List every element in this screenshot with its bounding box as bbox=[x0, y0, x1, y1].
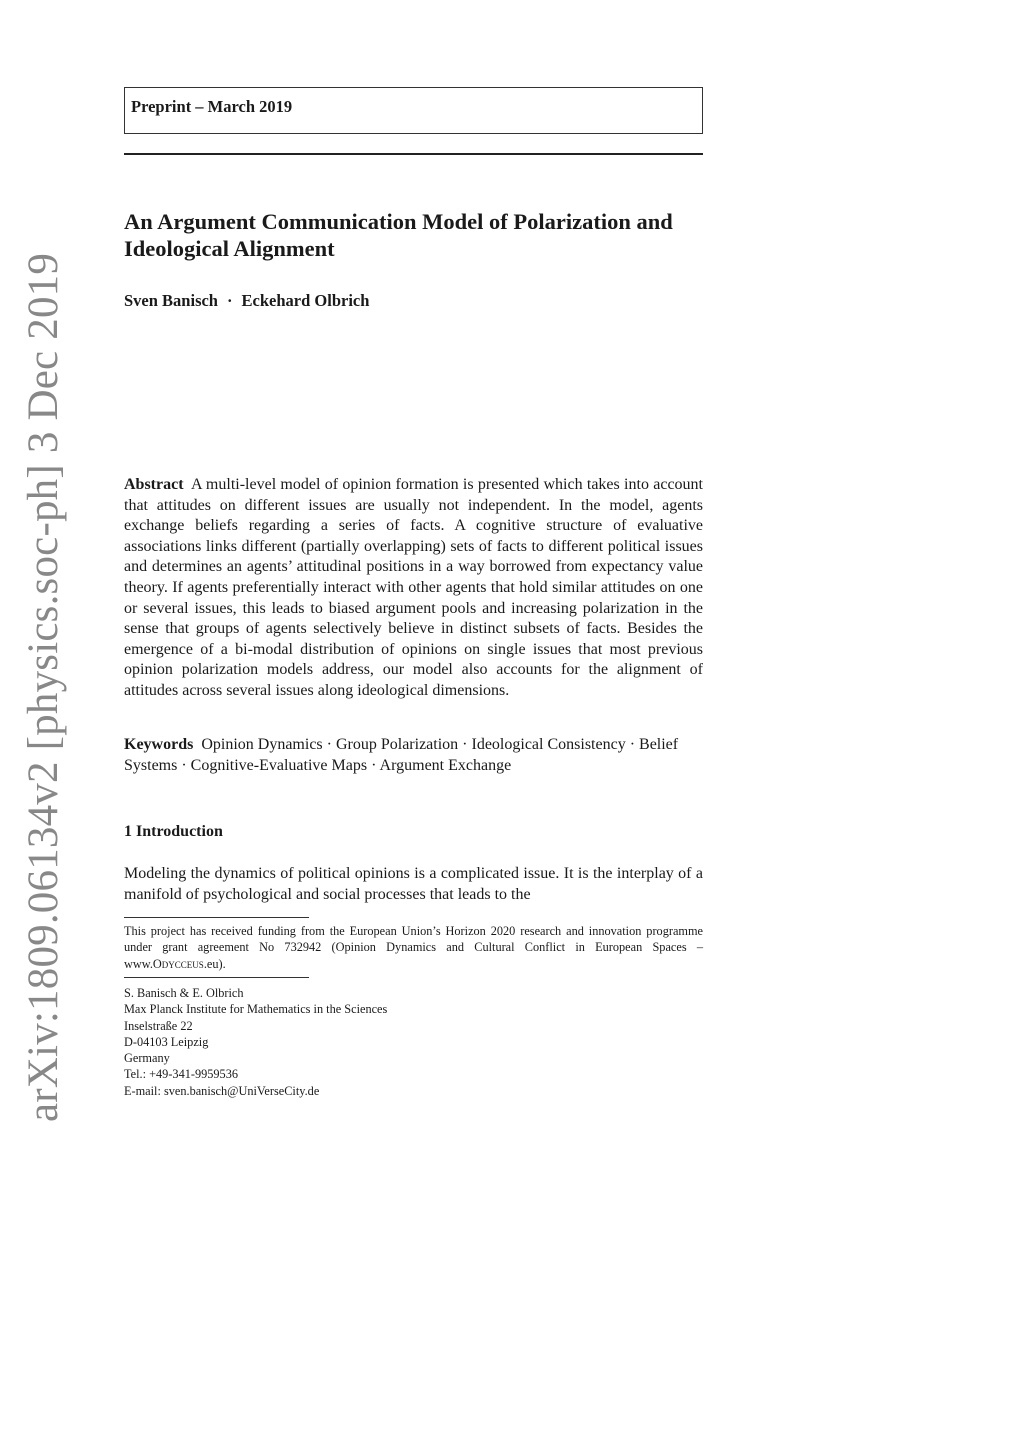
affiliation-line: Tel.: +49-341-9959536 bbox=[124, 1067, 238, 1082]
author-affiliation bbox=[124, 985, 703, 1099]
author-separator: · bbox=[227, 291, 233, 310]
abstract-label: Abstract bbox=[124, 476, 184, 493]
header-rule bbox=[124, 153, 703, 155]
paper-title: An Argument Communication Model of Polarization and Ideological Alignment bbox=[124, 209, 673, 261]
author-name: Eckehard Olbrich bbox=[241, 291, 370, 310]
project-name: Odycceus bbox=[152, 956, 204, 971]
affiliation-line: Inselstraße 22 bbox=[124, 1018, 193, 1033]
affiliation-rule bbox=[124, 977, 309, 978]
affiliation-line: Max Planck Institute for Mathematics in the Sciences bbox=[124, 1002, 388, 1017]
footnote-rule bbox=[124, 917, 309, 918]
contact-email: E-mail: sven.banisch@UniVerseCity.de bbox=[124, 1083, 320, 1098]
preprint-header-box bbox=[124, 87, 703, 134]
author-list bbox=[124, 291, 369, 311]
funding-footnote-text: This project has received funding from the European Union’s Horizon 2020 research and innovation programme under grant agreement No 732942 (Opinion Dynamics and Cultural Conflict in European Spaces – www. bbox=[124, 924, 703, 971]
keywords-text: Opinion Dynamics · Group Polarization · Ideological Consistency · Belief Systems · Cognitive-Evaluative Maps · Argument Exchange bbox=[124, 736, 679, 774]
affiliation-line: S. Banisch & E. Olbrich bbox=[124, 986, 244, 1000]
funding-footnote-suffix: .eu). bbox=[203, 956, 226, 971]
keywords-label: Keywords bbox=[124, 736, 194, 753]
affiliation-line: D-04103 Leipzig bbox=[124, 1034, 209, 1049]
affiliation-line: Germany bbox=[124, 1051, 170, 1066]
introduction-text: Modeling the dynamics of political opinions is a complicated issue. It is the interplay of a manifold of psychological and social processes that leads to the bbox=[124, 865, 703, 903]
author-name: Sven Banisch bbox=[124, 291, 218, 310]
abstract bbox=[124, 475, 703, 702]
keywords bbox=[124, 735, 703, 776]
abstract-text: A multi-level model of opinion formation is presented which takes into account that attitudes on different issues are usually not independent. In the model, agents exchange beliefs regarding a series of facts. A cognitive structure of evaluative associations links different (partially overlapping) sets of facts to different political issues and determines an agents’ attitudinal positions in a way borrowed from expectancy value theory. If agents preferentially interact with other agents that hold similar attitudes on one or several issues, this leads to biased argument pools and increasing polarization in the sense that groups of agents selectively believe in distinct subsets of facts. Besides the emergence of a bi-modal distribution of opinions on single issues that most previous opinion polarization models address, our model also accounts for the alignment of attitudes across several issues along ideological dimensions. bbox=[124, 476, 703, 699]
arxiv-identifier-stamp: arXiv:1809.06134v2 [physics.soc-ph] 3 Dec 2019 bbox=[20, 252, 67, 1122]
section-heading-introduction: 1 Introduction bbox=[124, 823, 223, 840]
preprint-label: Preprint – March 2019 bbox=[131, 97, 293, 116]
funding-footnote bbox=[124, 923, 703, 972]
